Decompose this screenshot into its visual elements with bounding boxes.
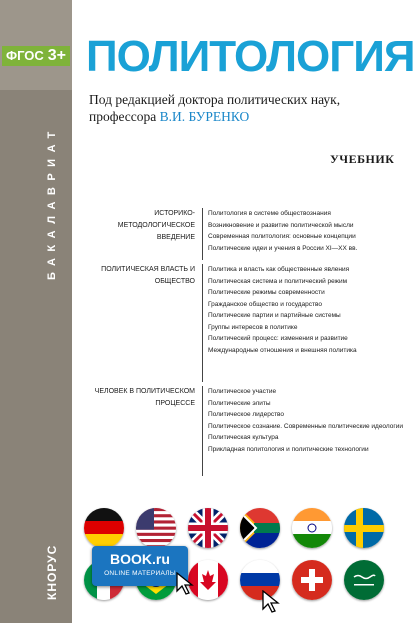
level-label: БАКАЛАВРИАТ	[46, 125, 58, 280]
toc-item: Прикладная политология и политические технологии	[208, 445, 369, 453]
cursor-icon	[176, 572, 194, 596]
toc-items	[208, 386, 408, 455]
canada-flag-icon	[188, 560, 228, 600]
badge-subtitle: ONLINE МАТЕРИАЛЫ	[104, 570, 176, 577]
editor-title: профессора	[89, 109, 160, 124]
toc-section-title: ЧЕЛОВЕК В ПОЛИТИЧЕСКОМ ПРОЦЕССЕ	[94, 388, 195, 407]
toc-item: Политология в системе обществознания	[208, 210, 331, 217]
age-rating: 3+	[47, 47, 67, 64]
toc-item: Политические режимы современности	[208, 289, 325, 296]
toc-item: Современная политология: основные концепции	[208, 233, 356, 240]
toc-item: Политические элиты	[208, 399, 271, 407]
toc-items	[208, 264, 408, 356]
usa-flag-icon	[136, 508, 176, 548]
toc-item: Политический процесс: изменения и развитие	[208, 335, 348, 342]
toc-item: Политическое участие	[208, 388, 277, 395]
toc-items	[208, 208, 408, 254]
editor-line-1: Под редакцией доктора политических наук,	[89, 92, 341, 107]
editor-credit	[89, 91, 405, 125]
india-flag-icon	[292, 508, 332, 548]
fgos-badge	[2, 46, 70, 66]
toc-item: Гражданское общество и государство	[208, 300, 322, 308]
online-materials-badge[interactable]	[92, 546, 188, 586]
toc-divider	[202, 208, 203, 260]
sweden-flag-icon	[344, 508, 384, 548]
toc-item: Возникновение и развитие политической мысли	[208, 221, 354, 229]
cover-spine	[0, 0, 72, 623]
germany-flag-icon	[84, 508, 124, 548]
toc-divider	[202, 264, 203, 382]
toc-item: Международные отношения и внешняя политика	[208, 346, 357, 354]
toc-item: Политические идеи и учения в России XI—XX вв.	[208, 244, 358, 252]
toc-item: Политическая система и политический режим	[208, 277, 348, 285]
toc-item: Политическое лидерство	[208, 411, 285, 418]
uk-flag-icon	[188, 508, 228, 548]
toc-item: Политические партии и партийные системы	[208, 312, 341, 319]
book-type: УЧЕБНИК	[330, 152, 395, 166]
toc-section	[80, 208, 405, 264]
toc-item: Группы интересов в политике	[208, 323, 298, 331]
publisher-label: КНОРУС	[45, 544, 59, 600]
toc-item: Политика и власть как общественные явления	[208, 266, 350, 273]
toc-section-title: ПОЛИТИЧЕСКАЯ ВЛАСТЬ И ОБЩЕСТВО	[101, 266, 195, 285]
fgos-label: ФГОС	[5, 48, 44, 63]
toc-item: Политическое сознание. Современные политические идеологии	[208, 422, 404, 430]
editor-name: В.И. БУРЕНКО	[159, 109, 250, 124]
spine-top-band	[0, 0, 72, 90]
editor-line-2	[89, 108, 405, 125]
badge-title: BOOK.ru	[110, 551, 170, 567]
toc-section	[80, 264, 405, 386]
switzerland-flag-icon	[292, 560, 332, 600]
toc-divider	[202, 386, 203, 476]
book-title: ПОЛИТОЛОГИЯ	[86, 32, 415, 81]
south-africa-flag-icon	[240, 508, 280, 548]
toc-section-title: ИСТОРИКО-МЕТОДОЛОГИЧЕСКОЕ ВВЕДЕНИЕ	[117, 210, 195, 241]
toc-item: Политическая культура	[208, 434, 279, 441]
saudi-arabia-flag-icon	[344, 560, 384, 600]
table-of-contents	[80, 208, 405, 486]
toc-section	[80, 386, 405, 486]
cursor-icon	[262, 590, 280, 614]
